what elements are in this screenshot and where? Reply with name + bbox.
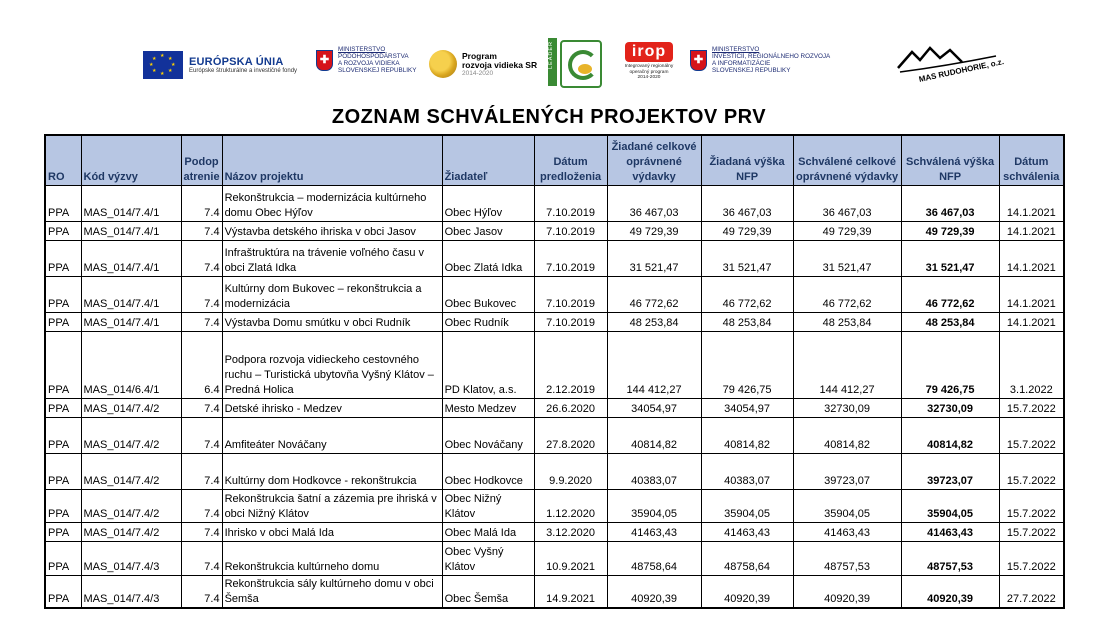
irop-logo — [615, 42, 683, 81]
cell-ro: PPA — [45, 453, 81, 489]
cell-schvalena-nfp: 46 772,62 — [901, 276, 999, 312]
cell-kod-vyzvy: MAS_014/7.4/1 — [81, 240, 181, 276]
cell-podopatrenie: 7.4 — [181, 489, 222, 522]
cell-podopatrenie: 7.4 — [181, 398, 222, 417]
header-podopatrenie: Podop atrenie — [181, 135, 222, 185]
cell-schvalene-vydavky: 40920,39 — [793, 575, 901, 608]
cell-ziadane-vydavky: 46 772,62 — [607, 276, 701, 312]
header-nazov-projektu: Názov projektu — [222, 135, 442, 185]
cell-kod-vyzvy: MAS_014/7.4/2 — [81, 522, 181, 541]
cell-schvalena-nfp: 39723,07 — [901, 453, 999, 489]
cell-nazov-projektu: Ihrisko v obci Malá Ida — [222, 522, 442, 541]
cell-ziadatel: Obec Hodkovce — [442, 453, 534, 489]
table-row — [45, 575, 1064, 608]
cell-nazov-projektu: Detské ihrisko - Medzev — [222, 398, 442, 417]
table-header-row — [45, 135, 1064, 185]
cell-datum-predlozenia: 7.10.2019 — [534, 240, 607, 276]
cell-schvalene-vydavky: 36 467,03 — [793, 185, 901, 221]
slovak-crest-icon: ✚ — [316, 50, 333, 71]
cell-ziadatel: Obec Šemša — [442, 575, 534, 608]
header-kod-vyzvy: Kód výzvy — [81, 135, 181, 185]
cell-ziadane-vydavky: 40920,39 — [607, 575, 701, 608]
mpsr-line3: A ROZVOJA VIDIEKA — [338, 60, 400, 67]
cell-datum-predlozenia: 1.12.2020 — [534, 489, 607, 522]
cell-nazov-projektu: Amfiteáter Nováčany — [222, 417, 442, 453]
table-row — [45, 398, 1064, 417]
table-row — [45, 240, 1064, 276]
cell-ziadane-vydavky: 144 412,27 — [607, 331, 701, 398]
eu-logo-title: EURÓPSKA ÚNIA — [189, 56, 284, 68]
prv-line1: Program — [462, 50, 497, 61]
cell-ro: PPA — [45, 398, 81, 417]
cell-podopatrenie: 7.4 — [181, 240, 222, 276]
cell-ziadana-nfp: 79 426,75 — [701, 331, 793, 398]
mirri-logo — [690, 46, 830, 74]
cell-ziadane-vydavky: 41463,43 — [607, 522, 701, 541]
cell-ziadatel: Obec Vyšný Klátov — [442, 541, 534, 575]
cell-ziadana-nfp: 40814,82 — [701, 417, 793, 453]
cell-ro: PPA — [45, 522, 81, 541]
cell-ziadane-vydavky: 49 729,39 — [607, 221, 701, 240]
cell-datum-schvalenia: 14.1.2021 — [999, 221, 1064, 240]
cell-ziadane-vydavky: 40814,82 — [607, 417, 701, 453]
cell-kod-vyzvy: MAS_014/7.4/2 — [81, 453, 181, 489]
cell-podopatrenie: 7.4 — [181, 541, 222, 575]
cell-schvalene-vydavky: 31 521,47 — [793, 240, 901, 276]
cell-ziadana-nfp: 34054,97 — [701, 398, 793, 417]
cell-ro: PPA — [45, 489, 81, 522]
header-schvalene-vydavky: Schválené celkové oprávnené výdavky — [793, 135, 901, 185]
cell-ziadatel: PD Klatov, a.s. — [442, 331, 534, 398]
cell-nazov-projektu: Podpora rozvoja vidieckeho cestovného ruchu – Turistická ubytovňa Vyšný Klátov – Predná Holica — [222, 331, 442, 398]
cell-ziadatel: Obec Rudník — [442, 312, 534, 331]
cell-ziadana-nfp: 41463,43 — [701, 522, 793, 541]
cell-ro: PPA — [45, 331, 81, 398]
mpsr-line1: MINISTERSTVO — [338, 46, 386, 53]
cell-kod-vyzvy: MAS_014/7.4/2 — [81, 417, 181, 453]
cell-datum-predlozenia: 9.9.2020 — [534, 453, 607, 489]
cell-schvalena-nfp: 31 521,47 — [901, 240, 999, 276]
cell-ro: PPA — [45, 221, 81, 240]
cell-datum-schvalenia: 15.7.2022 — [999, 489, 1064, 522]
header-schvalena-nfp: Schválená výška NFP — [901, 135, 999, 185]
cell-datum-schvalenia: 3.1.2022 — [999, 331, 1064, 398]
cell-nazov-projektu: Kultúrny dom Hodkovce - rekonštrukcia — [222, 453, 442, 489]
cell-schvalena-nfp: 79 426,75 — [901, 331, 999, 398]
cell-datum-predlozenia: 3.12.2020 — [534, 522, 607, 541]
cell-datum-schvalenia: 27.7.2022 — [999, 575, 1064, 608]
prv-line2: rozvoja vidieka SR — [462, 59, 538, 70]
mpsr-line4: SLOVENSKEJ REPUBLIKY — [338, 67, 417, 74]
cell-datum-schvalenia: 15.7.2022 — [999, 522, 1064, 541]
cell-podopatrenie: 7.4 — [181, 417, 222, 453]
cell-nazov-projektu: Rekonštrukcia kultúrneho domu — [222, 541, 442, 575]
cell-ziadane-vydavky: 48758,64 — [607, 541, 701, 575]
table-row — [45, 331, 1064, 398]
table-row — [45, 312, 1064, 331]
cell-datum-predlozenia: 7.10.2019 — [534, 276, 607, 312]
cell-ziadana-nfp: 48 253,84 — [701, 312, 793, 331]
cell-ziadane-vydavky: 31 521,47 — [607, 240, 701, 276]
header-datum-schvalenia: Dátum schválenia — [999, 135, 1064, 185]
mirri-line3: A INFORMATIZÁCIE — [712, 60, 771, 67]
header-ro: RO — [45, 135, 81, 185]
cell-datum-predlozenia: 26.6.2020 — [534, 398, 607, 417]
cell-schvalene-vydavky: 48757,53 — [793, 541, 901, 575]
cell-kod-vyzvy: MAS_014/7.4/1 — [81, 312, 181, 331]
cell-ziadatel: Obec Zlatá Idka — [442, 240, 534, 276]
leader-text: LEADER — [548, 41, 554, 70]
table-row — [45, 453, 1064, 489]
cell-schvalena-nfp: 49 729,39 — [901, 221, 999, 240]
eu-flag-icon: ★ ★ ★ ★ ★ ★ ★ ★ — [143, 51, 183, 79]
cell-ziadane-vydavky: 48 253,84 — [607, 312, 701, 331]
cell-ziadane-vydavky: 40383,07 — [607, 453, 701, 489]
cell-ziadana-nfp: 40920,39 — [701, 575, 793, 608]
cell-ziadana-nfp: 35904,05 — [701, 489, 793, 522]
prv-years: 2014-2020 — [462, 69, 494, 77]
cell-podopatrenie: 7.4 — [181, 453, 222, 489]
cell-datum-schvalenia: 14.1.2021 — [999, 312, 1064, 331]
cell-ziadatel: Obec Bukovec — [442, 276, 534, 312]
prv-logo — [429, 50, 537, 78]
cell-kod-vyzvy: MAS_014/7.4/1 — [81, 221, 181, 240]
cell-schvalena-nfp: 48757,53 — [901, 541, 999, 575]
cell-podopatrenie: 7.4 — [181, 575, 222, 608]
cell-podopatrenie: 7.4 — [181, 221, 222, 240]
cell-datum-predlozenia: 27.8.2020 — [534, 417, 607, 453]
slovak-crest-icon: ✚ — [690, 50, 707, 71]
cell-kod-vyzvy: MAS_014/7.4/1 — [81, 276, 181, 312]
cell-schvalena-nfp: 41463,43 — [901, 522, 999, 541]
cell-ro: PPA — [45, 417, 81, 453]
cell-datum-predlozenia: 14.9.2021 — [534, 575, 607, 608]
cell-schvalene-vydavky: 39723,07 — [793, 453, 901, 489]
cell-ro: PPA — [45, 541, 81, 575]
table-row — [45, 522, 1064, 541]
prv-emblem-icon — [429, 50, 457, 78]
cell-schvalene-vydavky: 41463,43 — [793, 522, 901, 541]
cell-ziadatel: Obec Nováčany — [442, 417, 534, 453]
cell-ziadana-nfp: 46 772,62 — [701, 276, 793, 312]
leader-logo — [548, 38, 600, 86]
cell-ziadana-nfp: 31 521,47 — [701, 240, 793, 276]
cell-podopatrenie: 7.4 — [181, 185, 222, 221]
cell-schvalene-vydavky: 32730,09 — [793, 398, 901, 417]
table-row — [45, 541, 1064, 575]
mpsr-line2: PÔDOHOSPODÁRSTVA — [338, 53, 409, 60]
cell-ziadatel: Mesto Medzev — [442, 398, 534, 417]
cell-nazov-projektu: Výstavba Domu smútku v obci Rudník — [222, 312, 442, 331]
cell-ziadana-nfp: 49 729,39 — [701, 221, 793, 240]
cell-kod-vyzvy: MAS_014/7.4/1 — [81, 185, 181, 221]
cell-schvalena-nfp: 32730,09 — [901, 398, 999, 417]
cell-schvalena-nfp: 40920,39 — [901, 575, 999, 608]
cell-datum-schvalenia: 15.7.2022 — [999, 453, 1064, 489]
cell-schvalene-vydavky: 35904,05 — [793, 489, 901, 522]
cell-datum-predlozenia: 7.10.2019 — [534, 185, 607, 221]
cell-ro: PPA — [45, 240, 81, 276]
cell-schvalena-nfp: 36 467,03 — [901, 185, 999, 221]
cell-schvalena-nfp: 48 253,84 — [901, 312, 999, 331]
cell-ziadatel: Obec Jasov — [442, 221, 534, 240]
cell-kod-vyzvy: MAS_014/6.4/1 — [81, 331, 181, 398]
header-datum-predlozenia: Dátum predloženia — [534, 135, 607, 185]
cell-nazov-projektu: Rekonštrukcia sály kultúrneho domu v obci Šemša — [222, 575, 442, 608]
cell-podopatrenie: 6.4 — [181, 331, 222, 398]
cell-ziadana-nfp: 36 467,03 — [701, 185, 793, 221]
cell-datum-schvalenia: 15.7.2022 — [999, 541, 1064, 575]
cell-datum-predlozenia: 7.10.2019 — [534, 312, 607, 331]
cell-schvalene-vydavky: 48 253,84 — [793, 312, 901, 331]
cell-ro: PPA — [45, 276, 81, 312]
cell-ziadana-nfp: 48758,64 — [701, 541, 793, 575]
mas-text: MAS RUDOHORIE, o.z. — [918, 57, 1005, 84]
cell-nazov-projektu: Infraštruktúra na trávenie voľného času v obci Zlatá Idka — [222, 240, 442, 276]
irop-years: 2014-2020 — [637, 75, 661, 80]
cell-ziadane-vydavky: 35904,05 — [607, 489, 701, 522]
cell-schvalene-vydavky: 144 412,27 — [793, 331, 901, 398]
cell-nazov-projektu: Rekonštrukcia šatní a zázemia pre ihriská v obci Nižný Klátov — [222, 489, 442, 522]
cell-ziadane-vydavky: 34054,97 — [607, 398, 701, 417]
cell-schvalena-nfp: 35904,05 — [901, 489, 999, 522]
cell-ziadatel: Obec Hýľov — [442, 185, 534, 221]
cell-ziadatel: Obec Malá Ida — [442, 522, 534, 541]
header-ziadatel: Žiadateľ — [442, 135, 534, 185]
cell-datum-schvalenia: 15.7.2022 — [999, 417, 1064, 453]
cell-kod-vyzvy: MAS_014/7.4/2 — [81, 489, 181, 522]
projects-table — [44, 134, 1065, 609]
cell-datum-predlozenia: 10.9.2021 — [534, 541, 607, 575]
cell-datum-schvalenia: 14.1.2021 — [999, 185, 1064, 221]
mirri-line1: MINISTERSTVO — [712, 46, 760, 53]
cell-nazov-projektu: Kultúrny dom Bukovec – rekonštrukcia a modernizácia — [222, 276, 442, 312]
cell-ro: PPA — [45, 575, 81, 608]
table-row — [45, 489, 1064, 522]
cell-ziadana-nfp: 40383,07 — [701, 453, 793, 489]
cell-schvalene-vydavky: 40814,82 — [793, 417, 901, 453]
cell-nazov-projektu: Výstavba detského ihriska v obci Jasov — [222, 221, 442, 240]
table-row — [45, 185, 1064, 221]
table-row — [45, 221, 1064, 240]
cell-podopatrenie: 7.4 — [181, 312, 222, 331]
cell-kod-vyzvy: MAS_014/7.4/3 — [81, 575, 181, 608]
cell-schvalene-vydavky: 46 772,62 — [793, 276, 901, 312]
header-ziadane-vydavky: Žiadané celkové oprávnené výdavky — [607, 135, 701, 185]
cell-podopatrenie: 7.4 — [181, 522, 222, 541]
cell-podopatrenie: 7.4 — [181, 276, 222, 312]
mirri-line2: INVESTÍCIÍ, REGIONÁLNEHO ROZVOJA — [712, 53, 831, 60]
cell-nazov-projektu: Rekonštrukcia – modernizácia kultúrneho domu Obec Hýľov — [222, 185, 442, 221]
cell-ro: PPA — [45, 185, 81, 221]
cell-kod-vyzvy: MAS_014/7.4/2 — [81, 398, 181, 417]
eu-logo-subtitle: Európske štrukturálne a investičné fondy — [189, 68, 298, 74]
mirri-line4: SLOVENSKEJ REPUBLIKY — [712, 67, 791, 74]
page-title: ZOZNAM SCHVÁLENÝCH PROJEKTOV PRV — [331, 106, 767, 128]
cell-kod-vyzvy: MAS_014/7.4/3 — [81, 541, 181, 575]
cell-datum-schvalenia: 14.1.2021 — [999, 240, 1064, 276]
cell-datum-predlozenia: 7.10.2019 — [534, 221, 607, 240]
cell-datum-schvalenia: 14.1.2021 — [999, 276, 1064, 312]
table-row — [45, 276, 1064, 312]
mas-rudohorie-logo — [896, 44, 1005, 88]
cell-ziadatel: Obec Nižný Klátov — [442, 489, 534, 522]
irop-mark: irop — [625, 42, 673, 62]
cell-schvalene-vydavky: 49 729,39 — [793, 221, 901, 240]
cell-datum-predlozenia: 2.12.2019 — [534, 331, 607, 398]
cell-ro: PPA — [45, 312, 81, 331]
header-ziadana-nfp: Žiadaná výška NFP — [701, 135, 793, 185]
table-row — [45, 417, 1064, 453]
cell-ziadane-vydavky: 36 467,03 — [607, 185, 701, 221]
irop-line2: operačný program — [629, 69, 669, 75]
leader-emblem-icon — [560, 40, 602, 88]
mpsr-logo — [316, 46, 416, 74]
cell-datum-schvalenia: 15.7.2022 — [999, 398, 1064, 417]
eu-logo — [143, 51, 297, 79]
irop-line1: Integrovaný regionálny — [624, 64, 674, 69]
cell-schvalena-nfp: 40814,82 — [901, 417, 999, 453]
